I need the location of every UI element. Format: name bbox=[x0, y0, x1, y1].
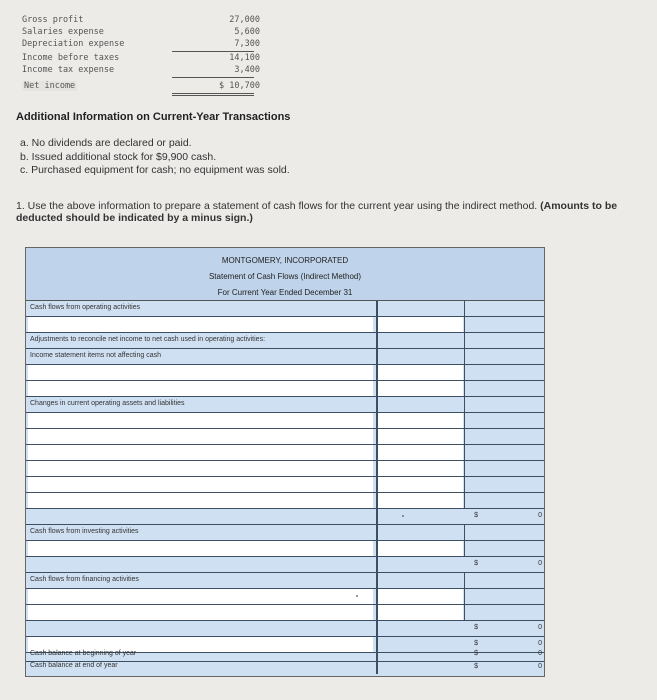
amount-cell bbox=[376, 301, 463, 316]
row-investing-total bbox=[26, 557, 544, 573]
total-cell bbox=[464, 541, 543, 556]
table-row bbox=[26, 381, 544, 397]
is-row-salaries bbox=[22, 27, 262, 39]
divider bbox=[172, 77, 254, 78]
amount-cell bbox=[376, 661, 463, 674]
question-prompt: 1. Use the above information to prepare a statement of cash flows for the current year using the indirect method. bbox=[16, 200, 538, 212]
operating-total-value: 0 bbox=[538, 512, 542, 519]
amount-input[interactable] bbox=[376, 365, 463, 380]
statement-period: For Current Year Ended December 31 bbox=[217, 288, 353, 297]
is-label: Net income bbox=[24, 81, 76, 91]
table-row bbox=[26, 317, 544, 333]
additional-item: b. Issued additional stock for $9,900 cash. bbox=[20, 151, 217, 163]
amount-cell bbox=[376, 525, 463, 540]
operating-label: Cash flows from operating activities bbox=[30, 304, 141, 311]
description-input[interactable] bbox=[28, 589, 373, 604]
noncash-label: Income statement items not affecting cash bbox=[30, 352, 161, 359]
table-row bbox=[26, 413, 544, 429]
total-cell bbox=[464, 301, 543, 316]
row-ending-balance bbox=[26, 661, 544, 674]
company-name: MONTGOMERY, INCORPORATED bbox=[221, 256, 349, 265]
ending-balance-value: 0 bbox=[538, 663, 542, 670]
amount-input[interactable] bbox=[376, 493, 463, 508]
total-cell bbox=[464, 413, 543, 428]
description-cell bbox=[28, 557, 373, 572]
row-financing-label bbox=[26, 573, 544, 589]
description-input[interactable] bbox=[28, 477, 373, 492]
table-row bbox=[26, 445, 544, 461]
amount-cell bbox=[376, 573, 463, 588]
question-instruction: (Amounts to be deducted should be indicated by a minus sign.) bbox=[16, 200, 618, 224]
amount-input[interactable] bbox=[376, 429, 463, 444]
amount-cell bbox=[376, 649, 463, 661]
double-underline bbox=[172, 93, 254, 94]
is-value: 14,100 bbox=[229, 53, 260, 63]
total-cell bbox=[464, 429, 543, 444]
beginning-balance-value: 0 bbox=[538, 650, 542, 657]
ending-balance-label: Cash balance at end of year bbox=[30, 662, 118, 669]
total-cell bbox=[464, 461, 543, 476]
is-value: 7,300 bbox=[234, 39, 260, 49]
row-operating-total bbox=[26, 509, 544, 525]
beginning-balance-label: Cash balance at beginning of year bbox=[30, 650, 137, 657]
total-cell bbox=[464, 477, 543, 492]
total-cell bbox=[464, 493, 543, 508]
additional-item: c. Purchased equipment for cash; no equipment was sold. bbox=[20, 164, 290, 176]
is-value: 5,600 bbox=[234, 27, 260, 37]
amount-cell bbox=[376, 333, 463, 348]
investing-label: Cash flows from investing activities bbox=[30, 528, 139, 535]
currency-symbol: $ bbox=[474, 640, 478, 647]
row-changes-label bbox=[26, 397, 544, 413]
description-cell bbox=[28, 509, 373, 524]
amount-input[interactable] bbox=[376, 541, 463, 556]
total-cell bbox=[464, 525, 543, 540]
description-input[interactable] bbox=[28, 541, 373, 556]
description-input[interactable] bbox=[28, 317, 373, 332]
is-label: Income before taxes bbox=[22, 53, 120, 63]
is-row-depreciation bbox=[22, 39, 262, 51]
table-row bbox=[26, 541, 544, 557]
is-label: Depreciation expense bbox=[22, 39, 125, 49]
table-row bbox=[26, 477, 544, 493]
currency-symbol: $ bbox=[474, 624, 478, 631]
is-row-income-tax bbox=[22, 65, 262, 77]
row-investing-label bbox=[26, 525, 544, 541]
amount-cell bbox=[376, 349, 463, 364]
amount-cell bbox=[376, 621, 463, 636]
table-row bbox=[26, 589, 544, 605]
amount-input[interactable] bbox=[376, 589, 463, 604]
description-input[interactable] bbox=[28, 605, 373, 620]
table-row bbox=[26, 461, 544, 477]
amount-cell bbox=[376, 509, 463, 524]
amount-input[interactable] bbox=[376, 413, 463, 428]
total-cell bbox=[464, 317, 543, 332]
total-cell bbox=[464, 573, 543, 588]
is-value: 27,000 bbox=[229, 15, 260, 25]
total-cell bbox=[464, 445, 543, 460]
is-label: Salaries expense bbox=[22, 27, 104, 37]
table-row bbox=[26, 365, 544, 381]
is-label: Income tax expense bbox=[22, 65, 115, 75]
is-row-income-before-taxes bbox=[22, 53, 262, 65]
description-input[interactable] bbox=[28, 429, 373, 444]
changes-label: Changes in current operating assets and liabilities bbox=[30, 400, 185, 407]
description-input[interactable] bbox=[28, 365, 373, 380]
total-cell bbox=[464, 381, 543, 396]
is-value: 3,400 bbox=[234, 65, 260, 75]
description-input[interactable] bbox=[28, 461, 373, 476]
amount-input[interactable] bbox=[376, 477, 463, 492]
amount-input[interactable] bbox=[376, 605, 463, 620]
total-cell bbox=[464, 397, 543, 412]
is-label: Gross profit bbox=[22, 15, 84, 25]
marker-dot bbox=[356, 595, 358, 597]
divider bbox=[172, 51, 254, 52]
investing-total-value: 0 bbox=[538, 560, 542, 567]
total-cell bbox=[464, 365, 543, 380]
table-row bbox=[26, 493, 544, 509]
statement-title: Statement of Cash Flows (Indirect Method) bbox=[208, 272, 362, 281]
row-operating-label bbox=[26, 301, 544, 317]
row-adjustments-label bbox=[26, 333, 544, 349]
table-row bbox=[26, 605, 544, 621]
currency-symbol: $ bbox=[474, 512, 478, 519]
currency-symbol: $ bbox=[474, 650, 478, 657]
table-row bbox=[26, 429, 544, 445]
question-text bbox=[16, 200, 657, 224]
financing-total-value: 0 bbox=[538, 624, 542, 631]
description-input[interactable] bbox=[28, 381, 373, 396]
description-input[interactable] bbox=[28, 445, 373, 460]
description-cell bbox=[28, 621, 373, 636]
row-noncash-label bbox=[26, 349, 544, 365]
currency-symbol: $ bbox=[474, 560, 478, 567]
is-value: $ 10,700 bbox=[219, 81, 260, 91]
total-cell bbox=[464, 333, 543, 348]
cash-flow-statement bbox=[25, 247, 545, 677]
description-input[interactable] bbox=[28, 493, 373, 508]
total-cell bbox=[464, 589, 543, 604]
description-input[interactable] bbox=[28, 413, 373, 428]
statement-header bbox=[26, 248, 544, 301]
net-change-value: 0 bbox=[538, 640, 542, 647]
currency-symbol: $ bbox=[474, 663, 478, 670]
amount-input[interactable] bbox=[376, 381, 463, 396]
amount-input[interactable] bbox=[376, 461, 463, 476]
is-row-net-income bbox=[22, 81, 262, 93]
financing-label: Cash flows from financing activities bbox=[30, 576, 139, 583]
adjustments-label: Adjustments to reconcile net income to net cash used in operating activities: bbox=[30, 336, 266, 343]
additional-item: a. No dividends are declared or paid. bbox=[20, 137, 192, 149]
marker-dot bbox=[402, 515, 404, 517]
amount-cell bbox=[376, 397, 463, 412]
additional-info-heading: Additional Information on Current-Year Transactions bbox=[16, 111, 291, 123]
amount-input[interactable] bbox=[376, 445, 463, 460]
total-cell bbox=[464, 349, 543, 364]
double-underline bbox=[172, 95, 254, 96]
is-row-gross-profit bbox=[22, 15, 262, 27]
total-cell bbox=[464, 605, 543, 620]
row-financing-total bbox=[26, 621, 544, 637]
amount-cell bbox=[376, 557, 463, 572]
amount-input[interactable] bbox=[376, 317, 463, 332]
